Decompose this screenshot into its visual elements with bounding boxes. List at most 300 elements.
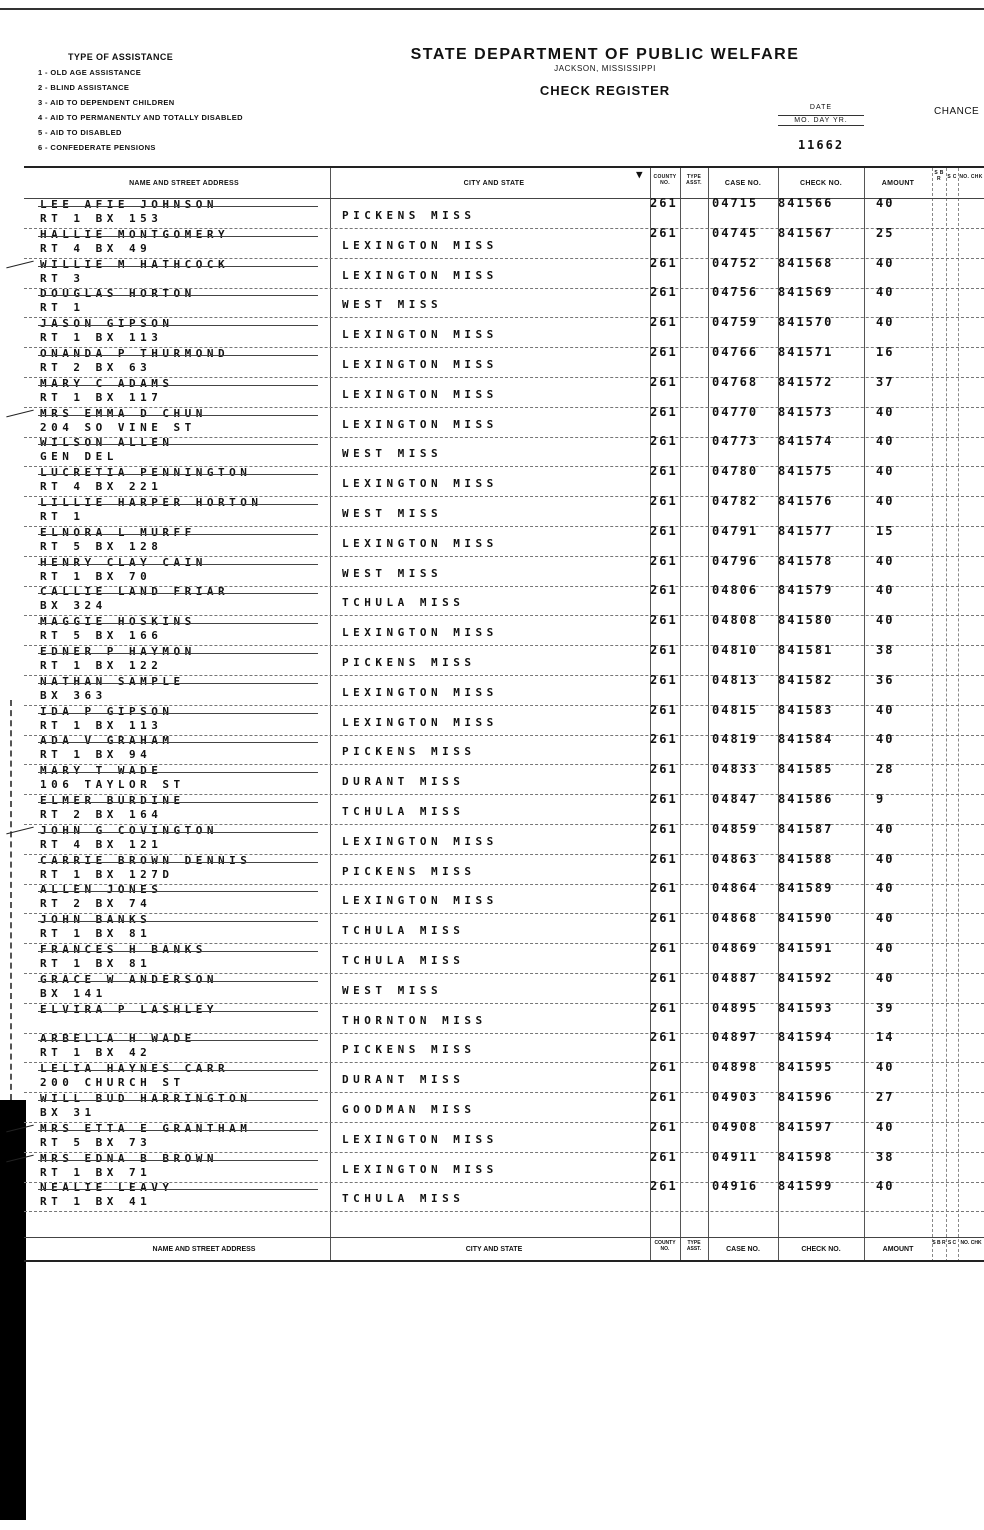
case-number: 04916 <box>712 1179 759 1194</box>
county-number: 261 <box>650 494 678 508</box>
typewriter-underline <box>38 1070 318 1071</box>
scan-edge <box>0 700 12 1100</box>
typewriter-underline <box>38 534 318 535</box>
city-state: LEXINGTON MISS <box>342 387 498 401</box>
street-address: RT 1 BX 122 <box>40 659 163 672</box>
foot-type-header: TYPE ASST. <box>686 1240 702 1252</box>
county-name: CHANCE <box>934 106 980 117</box>
county-number: 261 <box>650 434 678 449</box>
amount-value: 40 <box>876 702 895 717</box>
county-number: 261 <box>650 643 678 657</box>
city-state: DURANT MISS <box>342 775 465 789</box>
check-number: 841591 <box>778 941 834 955</box>
street-address: RT 1 BX 42 <box>40 1046 152 1060</box>
table-row <box>24 553 984 587</box>
county-number: 261 <box>650 464 678 479</box>
payee-name: JASON GIPSON <box>40 317 174 331</box>
case-number: 04770 <box>712 404 759 419</box>
table-header <box>24 168 984 199</box>
amount-value: 40 <box>876 821 895 836</box>
table-row <box>24 913 984 944</box>
typewriter-underline <box>38 415 318 416</box>
street-address: RT 1 BX 94 <box>40 748 152 762</box>
check-number: 841567 <box>778 225 834 240</box>
check-number: 841568 <box>778 255 834 270</box>
check-number: 841583 <box>778 702 834 717</box>
street-address: RT 3 <box>40 271 85 285</box>
case-number: 04810 <box>712 643 759 657</box>
check-number: 841589 <box>778 881 834 896</box>
table-row <box>24 436 984 467</box>
check-number: 841590 <box>778 911 834 926</box>
typewriter-underline <box>38 266 318 267</box>
col-amount-header: AMOUNT <box>881 180 915 187</box>
county-number: 261 <box>650 821 678 836</box>
case-number: 04903 <box>712 1090 759 1104</box>
city-state: LEXINGTON MISS <box>342 536 498 550</box>
amount-value: 16 <box>876 345 895 359</box>
check-number: 841595 <box>778 1060 834 1075</box>
typewriter-underline <box>38 981 318 982</box>
city-state: WEST MISS <box>342 507 443 520</box>
county-number: 261 <box>650 732 678 747</box>
check-number: 841566 <box>778 196 834 210</box>
street-address: 200 CHURCH ST <box>40 1076 185 1090</box>
table-row <box>24 1181 984 1212</box>
table-row <box>24 523 984 557</box>
payee-name: HALLIE MONTGOMERY <box>40 227 230 241</box>
col-name-header: NAME AND STREET ADDRESS <box>129 180 239 187</box>
table-row <box>24 943 984 974</box>
street-address: RT 1 BX 113 <box>40 331 163 345</box>
col-nochk-header: NO. CHK <box>959 174 983 180</box>
case-number: 04908 <box>712 1119 759 1134</box>
typewriter-underline <box>38 593 318 594</box>
street-address: RT 1 BX 113 <box>40 718 163 732</box>
street-address: RT 1 BX 81 <box>40 927 152 941</box>
city-state: PICKENS MISS <box>342 209 476 222</box>
check-number: 841592 <box>778 970 834 985</box>
legend-item: 4 - AID TO PERMANENTLY AND TOTALLY DISABLED <box>38 113 244 122</box>
case-number: 04887 <box>712 970 759 985</box>
scan-binding-shadow <box>0 1100 26 1520</box>
check-number: 841574 <box>778 434 834 449</box>
typewriter-underline <box>38 653 318 654</box>
county-number: 261 <box>650 1149 678 1164</box>
check-number: 841570 <box>778 315 834 330</box>
check-number: 841588 <box>778 851 834 866</box>
typewriter-underline <box>38 1011 318 1012</box>
payee-name: MRS EMMA D CHUN <box>40 406 207 420</box>
amount-value: 40 <box>876 613 895 628</box>
payee-name: LEE AFIE JOHNSON <box>40 198 218 211</box>
check-number: 841577 <box>778 523 834 538</box>
amount-value: 40 <box>876 911 895 926</box>
street-address: RT 1 BX 117 <box>40 390 163 404</box>
amount-value: 40 <box>876 553 895 568</box>
check-number: 841569 <box>778 285 834 300</box>
foot-sc-header: S C <box>947 1240 957 1246</box>
payee-name: MAGGIE HOSKINS <box>40 615 196 629</box>
check-number: 841587 <box>778 821 834 836</box>
city-state: TCHULA MISS <box>342 954 465 967</box>
table-row <box>24 794 984 825</box>
table-footer <box>24 1237 984 1262</box>
city-state: TCHULA MISS <box>342 924 465 938</box>
county-number: 261 <box>650 1090 678 1104</box>
typewriter-underline <box>38 1130 318 1131</box>
date-box <box>778 104 864 152</box>
table-row <box>24 615 984 646</box>
city-state: LEXINGTON MISS <box>342 894 498 908</box>
amount-value: 40 <box>876 1179 895 1194</box>
case-number: 04869 <box>712 941 759 955</box>
case-number: 04868 <box>712 911 759 926</box>
county-number: 261 <box>650 285 678 300</box>
table-row <box>24 198 984 229</box>
table-row <box>24 672 984 706</box>
check-register-table <box>24 166 984 1262</box>
case-number: 04780 <box>712 464 759 479</box>
date-label: DATE <box>809 104 833 111</box>
typewriter-underline <box>38 474 318 475</box>
county-number: 261 <box>650 881 678 896</box>
table-row <box>24 374 984 408</box>
amount-value: 40 <box>876 494 895 508</box>
check-number: 841585 <box>778 762 834 777</box>
table-row <box>24 1062 984 1093</box>
typewriter-underline <box>38 1100 318 1101</box>
case-number: 04864 <box>712 881 759 896</box>
check-number: 841599 <box>778 1179 834 1194</box>
table-row <box>24 821 984 855</box>
foot-county-header: COUNTY NO. <box>654 1240 676 1252</box>
check-number: 841575 <box>778 464 834 479</box>
table-row <box>24 496 984 527</box>
city-state: THORNTON MISS <box>342 1013 487 1027</box>
payee-name: WILSON ALLEN <box>40 436 174 450</box>
table-row <box>24 1092 984 1123</box>
case-number: 04863 <box>712 851 759 866</box>
arrow-down-icon: ▼ <box>636 168 643 181</box>
county-number: 261 <box>650 941 678 955</box>
legend-item: 6 - CONFEDERATE PENSIONS <box>38 143 156 152</box>
check-number: 841580 <box>778 613 834 628</box>
table-row <box>24 645 984 676</box>
case-number: 04715 <box>712 196 759 210</box>
col-sc-header: S C <box>947 174 957 180</box>
table-row <box>24 466 984 497</box>
payee-name: DOUGLAS HORTON <box>40 287 196 301</box>
typewriter-underline <box>38 1040 318 1041</box>
case-number: 04766 <box>712 345 759 359</box>
report-title: CHECK REGISTER <box>539 83 671 98</box>
county-number: 261 <box>650 255 678 270</box>
col-type-header: TYPE ASST. <box>686 174 702 186</box>
foot-sbr-header: S B R <box>932 1240 946 1246</box>
payee-name: ELNORA L MURFF <box>40 525 196 539</box>
top-rule <box>0 8 984 10</box>
col-sbr-header: S B R <box>934 170 944 182</box>
amount-value: 40 <box>876 732 895 747</box>
foot-city-header: CITY AND STATE <box>465 1246 523 1253</box>
county-number: 261 <box>650 613 678 628</box>
payee-name: EDNER P HAYMON <box>40 645 196 658</box>
case-number: 04859 <box>712 821 759 836</box>
street-address: RT 1 BX 41 <box>40 1195 152 1209</box>
city-state: LEXINGTON MISS <box>342 1132 498 1146</box>
table-row <box>24 883 984 914</box>
street-address: RT 1 BX 153 <box>40 212 163 225</box>
street-address: RT 4 BX 49 <box>40 241 152 255</box>
payee-name: WILL BUD HARRINGTON <box>40 1092 252 1105</box>
table-row <box>24 851 984 885</box>
county-number: 261 <box>650 1000 678 1015</box>
amount-value: 40 <box>876 196 895 210</box>
amount-value: 40 <box>876 404 895 419</box>
case-number: 04911 <box>712 1149 759 1164</box>
street-address: RT 2 BX 63 <box>40 361 152 374</box>
case-number: 04768 <box>712 374 759 389</box>
amount-value: 27 <box>876 1090 895 1104</box>
county-number: 261 <box>650 792 678 806</box>
case-number: 04813 <box>712 672 759 687</box>
street-address: RT 1 BX 127D <box>40 867 174 881</box>
amount-value: 40 <box>876 315 895 330</box>
case-number: 04806 <box>712 583 759 598</box>
city-state: LEXINGTON MISS <box>342 626 498 640</box>
city-state: LEXINGTON MISS <box>342 715 498 729</box>
case-number: 04847 <box>712 792 759 806</box>
street-address: RT 1 BX 71 <box>40 1165 152 1179</box>
street-address: RT 1 <box>40 301 85 315</box>
payee-name: NEALIE LEAVY <box>40 1181 174 1195</box>
city-state: LEXINGTON MISS <box>342 834 498 848</box>
typewriter-underline <box>38 683 318 684</box>
street-address: RT 5 BX 128 <box>40 539 163 553</box>
foot-amount-header: AMOUNT <box>882 1246 914 1253</box>
amount-value: 40 <box>876 464 895 479</box>
amount-value: 40 <box>876 970 895 985</box>
typewriter-underline <box>38 921 318 922</box>
foot-case-header: CASE NO. <box>726 1246 760 1253</box>
amount-value: 25 <box>876 225 895 240</box>
table-row <box>24 1149 984 1183</box>
case-number: 04791 <box>712 523 759 538</box>
case-number: 04782 <box>712 494 759 508</box>
city-state: DURANT MISS <box>342 1073 465 1087</box>
check-number: 841593 <box>778 1000 834 1015</box>
county-number: 261 <box>650 762 678 777</box>
city-state: WEST MISS <box>342 566 443 580</box>
typewriter-underline <box>38 385 318 386</box>
city-state: LEXINGTON MISS <box>342 358 498 371</box>
case-number: 04756 <box>712 285 759 300</box>
pen-tick-mark <box>6 260 33 268</box>
amount-value: 28 <box>876 762 895 777</box>
amount-value: 38 <box>876 643 895 657</box>
typewriter-underline <box>38 802 318 803</box>
typewriter-underline <box>38 444 318 445</box>
street-address: RT 2 BX 164 <box>40 808 163 821</box>
payee-name: JOHN BANKS <box>40 913 152 927</box>
typewriter-underline <box>38 1160 318 1161</box>
document-header <box>370 46 840 98</box>
amount-value: 39 <box>876 1000 895 1015</box>
typewriter-underline <box>38 891 318 892</box>
col-check-header: CHECK NO. <box>800 180 842 187</box>
county-number: 261 <box>650 911 678 926</box>
street-address: RT 2 BX 74 <box>40 897 152 911</box>
table-row <box>24 287 984 318</box>
county-number: 261 <box>650 1179 678 1194</box>
payee-name: ELVIRA P LASHLEY <box>40 1002 218 1016</box>
payee-name: LELIA HAYNES CARR <box>40 1062 230 1076</box>
payee-name: ARBELLA H WADE <box>40 1032 196 1046</box>
city-state: PICKENS MISS <box>342 1043 476 1057</box>
payee-name: CARRIE BROWN DENNIS <box>40 853 252 867</box>
legend-title: TYPE OF ASSISTANCE <box>68 52 174 62</box>
check-number: 841578 <box>778 553 834 568</box>
payee-name: JOHN G COVINGTON <box>40 823 218 837</box>
typewriter-underline <box>38 862 318 863</box>
county-number: 261 <box>650 1060 678 1075</box>
check-number: 841576 <box>778 494 834 508</box>
case-number: 04819 <box>712 732 759 747</box>
city-state: LEXINGTON MISS <box>342 328 498 342</box>
city-state: LEXINGTON MISS <box>342 417 498 431</box>
street-address: RT 4 BX 221 <box>40 480 163 494</box>
typewriter-underline <box>38 623 318 624</box>
street-address: BX 363 <box>40 688 107 702</box>
city-state: PICKENS MISS <box>342 656 476 669</box>
street-address: RT 5 BX 166 <box>40 629 163 643</box>
amount-value: 40 <box>876 285 895 300</box>
check-number: 841582 <box>778 672 834 687</box>
county-number: 261 <box>650 196 678 210</box>
legend-item: 2 - BLIND ASSISTANCE <box>38 83 130 92</box>
check-number: 841596 <box>778 1090 834 1104</box>
street-address: 204 SO VINE ST <box>40 420 196 434</box>
pen-tick-mark <box>6 409 33 417</box>
col-city-header: CITY AND STATE <box>463 180 525 187</box>
city-state: LEXINGTON MISS <box>342 268 498 282</box>
amount-value: 40 <box>876 1060 895 1075</box>
case-number: 04752 <box>712 255 759 270</box>
county-number: 261 <box>650 672 678 687</box>
check-number: 841598 <box>778 1149 834 1164</box>
typewriter-underline <box>38 564 318 565</box>
payee-name: MRS EDNA B BROWN <box>40 1151 218 1165</box>
amount-value: 36 <box>876 672 895 687</box>
typewriter-underline <box>38 713 318 714</box>
county-number: 261 <box>650 970 678 985</box>
case-number: 04897 <box>712 1030 759 1045</box>
amount-value: 40 <box>876 434 895 449</box>
payee-name: WILLIE M HATHCOCK <box>40 257 230 271</box>
city-state: TCHULA MISS <box>342 1192 465 1206</box>
date-parts: MO. DAY YR. <box>778 115 864 126</box>
street-address: GEN DEL <box>40 450 118 464</box>
col-county-header: COUNTY NO. <box>653 174 677 186</box>
city-state: TCHULA MISS <box>342 805 465 818</box>
county-number: 261 <box>650 345 678 359</box>
table-row <box>24 255 984 289</box>
city-state: LEXINGTON MISS <box>342 238 498 252</box>
city-state: PICKENS MISS <box>342 745 476 759</box>
foot-check-header: CHECK NO. <box>801 1246 841 1253</box>
check-number: 841594 <box>778 1030 834 1045</box>
typewriter-underline <box>38 325 318 326</box>
city-state: LEXINGTON MISS <box>342 1162 498 1176</box>
payee-name: MRS ETTA E GRANTHAM <box>40 1121 252 1135</box>
table-row <box>24 585 984 616</box>
typewriter-underline <box>38 1189 318 1190</box>
agency-city: JACKSON, MISSISSIPPI <box>554 64 656 73</box>
typewriter-underline <box>38 355 318 356</box>
payee-name: FRANCES H BANKS <box>40 943 207 956</box>
case-number: 04895 <box>712 1000 759 1015</box>
typewriter-underline <box>38 832 318 833</box>
street-address: 106 TAYLOR ST <box>40 778 185 792</box>
street-address: BX 324 <box>40 599 107 613</box>
typewriter-underline <box>38 295 318 296</box>
county-number: 261 <box>650 315 678 330</box>
table-row <box>24 1000 984 1034</box>
case-number: 04745 <box>712 225 759 240</box>
col-case-header: CASE NO. <box>724 180 762 187</box>
city-state: WEST MISS <box>342 983 443 997</box>
legend-item: 1 - OLD AGE ASSISTANCE <box>38 68 142 77</box>
typewriter-underline <box>38 772 318 773</box>
county-number: 261 <box>650 583 678 598</box>
payee-name: HENRY CLAY CAIN <box>40 555 207 569</box>
payee-name: MARY C ADAMS <box>40 376 174 390</box>
amount-value: 40 <box>876 583 895 598</box>
payee-name: IDA P GIPSON <box>40 704 174 718</box>
county-number: 261 <box>650 553 678 568</box>
amount-value: 15 <box>876 523 895 538</box>
foot-nochk-header: NO. CHK <box>960 1240 982 1246</box>
payee-name: ONANDA P THURMOND <box>40 347 230 360</box>
typewriter-underline <box>38 951 318 952</box>
typewriter-underline <box>38 742 318 743</box>
county-number: 261 <box>650 404 678 419</box>
case-number: 04759 <box>712 315 759 330</box>
table-row <box>24 970 984 1004</box>
check-number: 841572 <box>778 374 834 389</box>
city-state: LEXINGTON MISS <box>342 477 498 491</box>
city-state: PICKENS MISS <box>342 864 476 878</box>
payee-name: ELMER BURDINE <box>40 794 185 807</box>
amount-value: 37 <box>876 374 895 389</box>
amount-value: 38 <box>876 1149 895 1164</box>
table-row <box>24 1032 984 1063</box>
amount-value: 40 <box>876 1119 895 1134</box>
case-number: 04773 <box>712 434 759 449</box>
amount-value: 14 <box>876 1030 895 1045</box>
check-number: 841571 <box>778 345 834 359</box>
check-number: 841586 <box>778 792 834 806</box>
amount-value: 9 <box>876 792 886 806</box>
table-row <box>24 702 984 736</box>
legend-item: 5 - AID TO DISABLED <box>38 128 122 137</box>
typewriter-underline <box>38 504 318 505</box>
city-state: GOODMAN MISS <box>342 1103 476 1116</box>
street-address: BX 31 <box>40 1106 96 1119</box>
table-row <box>24 734 984 765</box>
street-address: RT 4 BX 121 <box>40 837 163 851</box>
